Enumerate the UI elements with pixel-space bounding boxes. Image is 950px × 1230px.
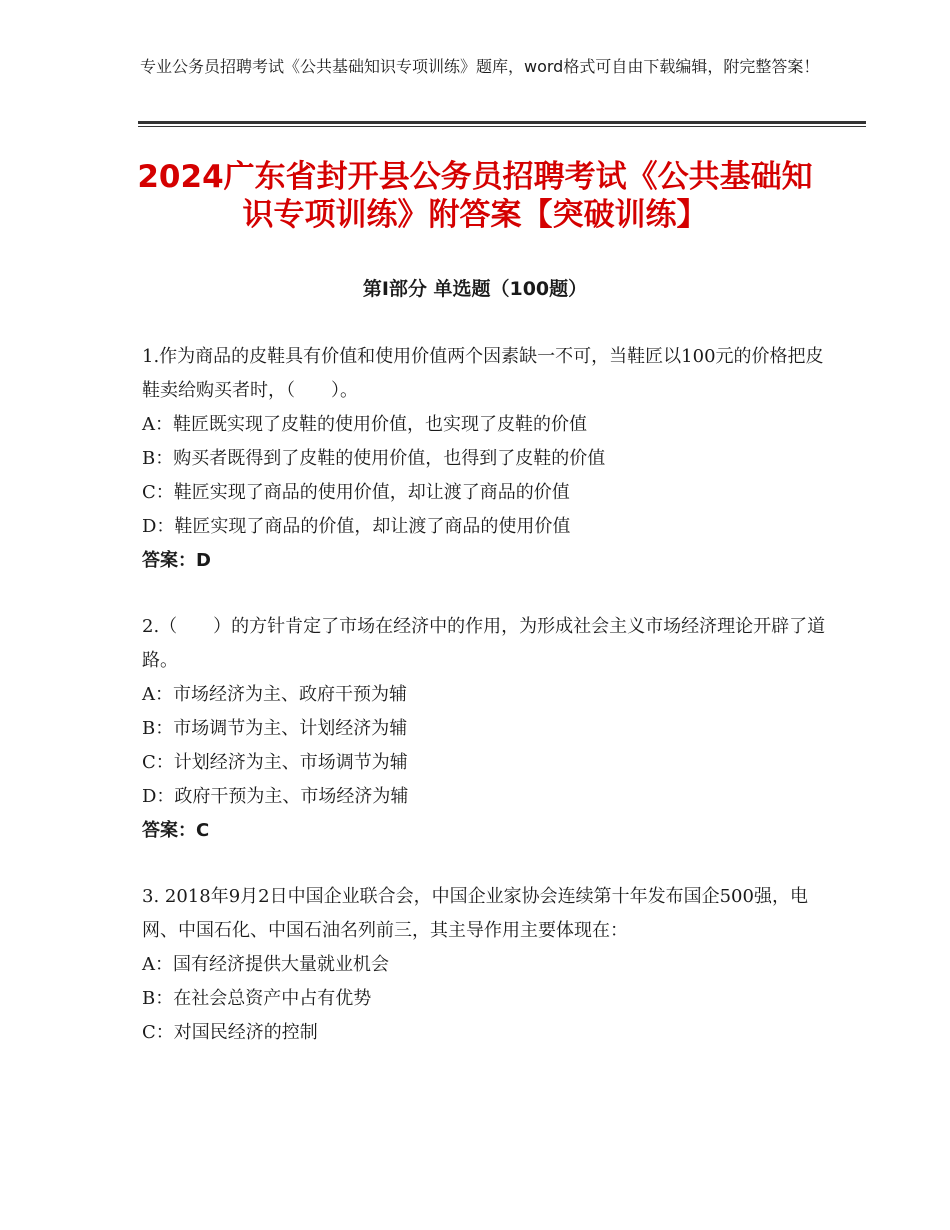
option-a: A：鞋匠既实现了皮鞋的使用价值，也实现了皮鞋的价值 xyxy=(142,414,587,435)
header-divider-thin xyxy=(138,126,866,127)
option-b: B：购买者既得到了皮鞋的使用价值，也得到了皮鞋的价值 xyxy=(142,448,606,469)
section-title: 第Ⅰ部分 单选题（100题） xyxy=(362,278,588,300)
answer-key: 答案：C xyxy=(142,820,210,841)
document-title: 2024广东省封开县公务员招聘考试《公共基础知识专项训练》附答案【突破训练】 xyxy=(137,159,813,233)
question-list xyxy=(142,340,832,1082)
option-a: A：国有经济提供大量就业机会 xyxy=(142,954,389,975)
option-b: B：在社会总资产中占有优势 xyxy=(142,988,372,1009)
answer-key: 答案：D xyxy=(142,550,211,571)
question-stem: 1.作为商品的皮鞋具有价值和使用价值两个因素缺一不可，当鞋匠以100元的价格把皮鞋卖给购买者时，（ ）。 xyxy=(142,346,824,401)
option-d: D：政府干预为主、市场经济为辅 xyxy=(142,786,409,807)
question-1 xyxy=(142,340,832,578)
question-2 xyxy=(142,610,832,848)
question-stem: 3. 2018年9月2日中国企业联合会，中国企业家协会连续第十年发布国企500强，电网、中国石化、中国石油名列前三，其主导作用主要体现在： xyxy=(142,886,808,941)
option-c: C：计划经济为主、市场调节为辅 xyxy=(142,752,408,773)
option-d: D：鞋匠实现了商品的价值，却让渡了商品的使用价值 xyxy=(142,516,571,537)
header-divider-thick xyxy=(138,121,866,124)
header-note: 专业公务员招聘考试《公共基础知识专项训练》题库，word格式可自由下载编辑，附完整答案！ xyxy=(140,57,820,76)
option-c: C：鞋匠实现了商品的使用价值，却让渡了商品的价值 xyxy=(142,482,570,503)
question-3 xyxy=(142,880,832,1050)
option-b: B：市场调节为主、计划经济为辅 xyxy=(142,718,408,739)
option-a: A：市场经济为主、政府干预为辅 xyxy=(142,684,407,705)
question-stem: 2.（ ）的方针肯定了市场在经济中的作用，为形成社会主义市场经济理论开辟了道路。 xyxy=(142,616,826,671)
option-c: C：对国民经济的控制 xyxy=(142,1022,318,1043)
